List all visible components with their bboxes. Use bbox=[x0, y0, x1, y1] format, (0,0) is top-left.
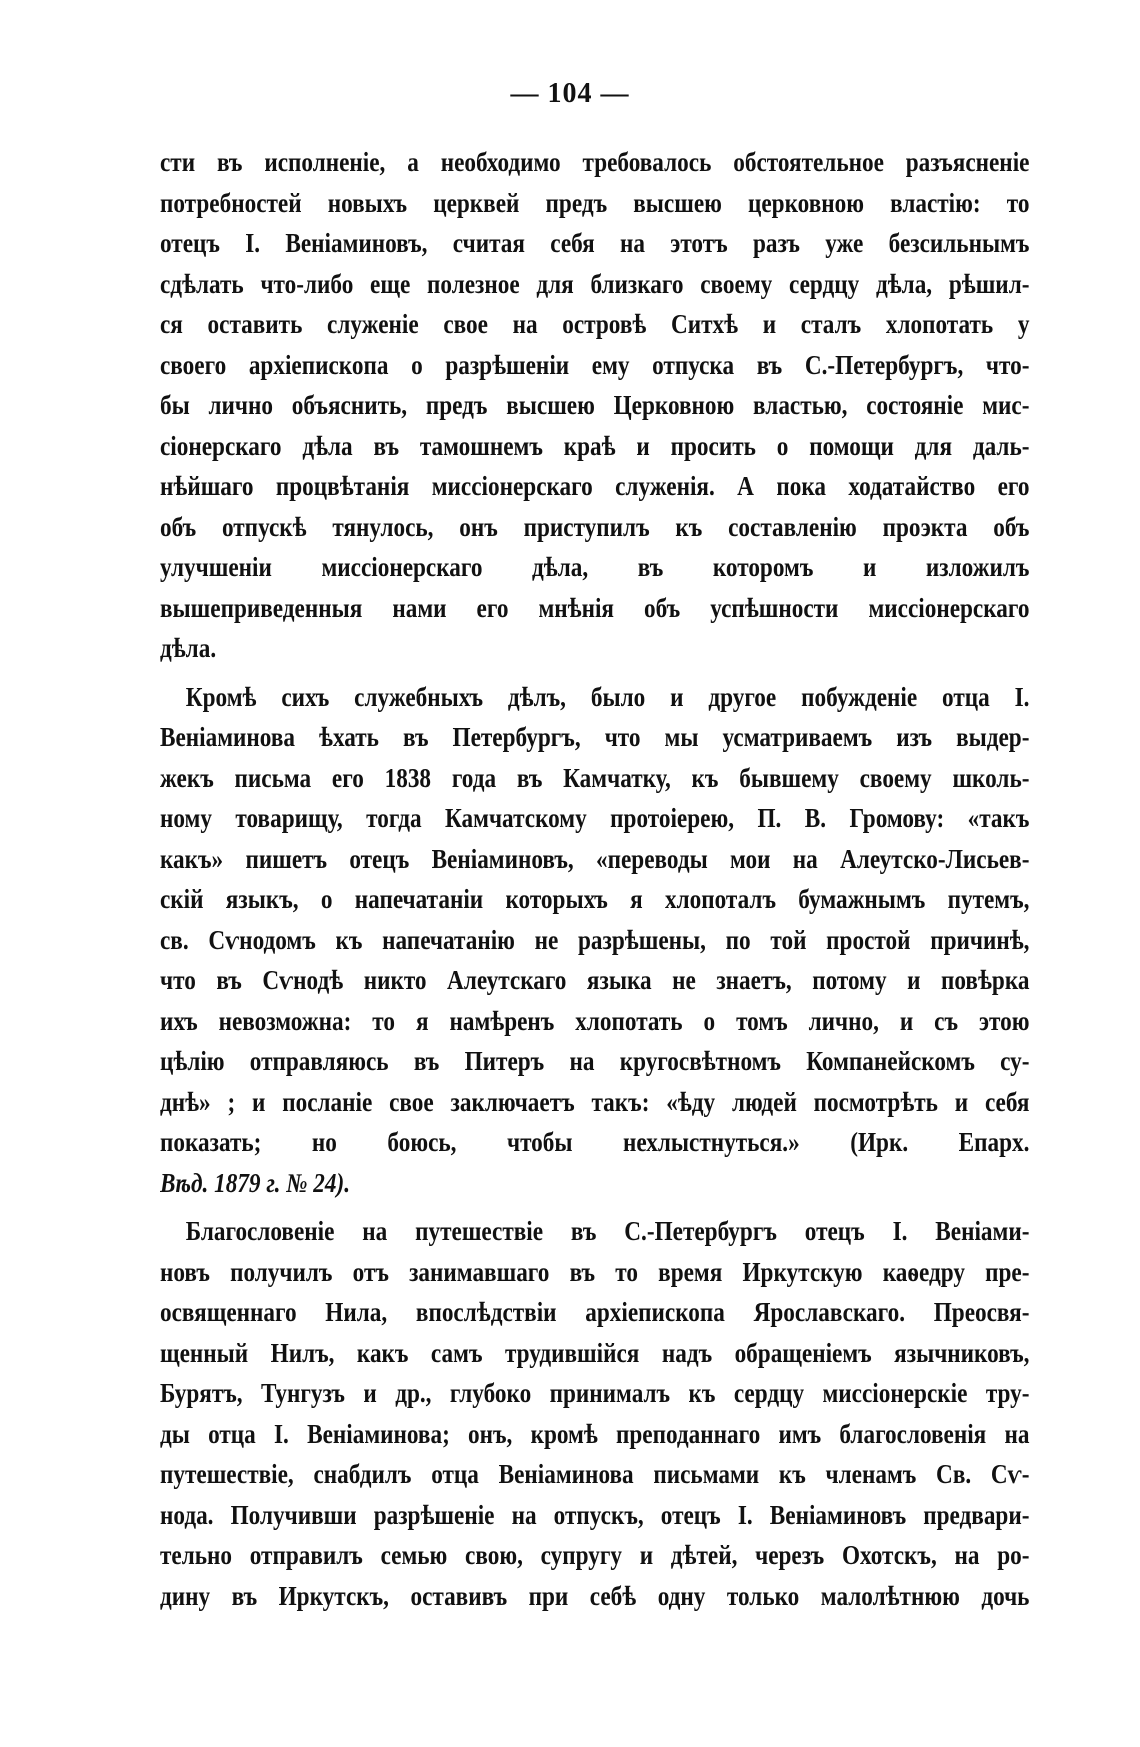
page-number: — 104 — bbox=[510, 78, 630, 109]
text-line: освященнаго Нила, впослѣдствіи архіепископа Ярославскаго. Преосвя- bbox=[160, 1297, 1030, 1327]
text-line: сдѣлать что-либо еще полезное для близкаго своему сердцу дѣла, рѣшил- bbox=[160, 268, 1030, 299]
text-line: вышеприведенныя нами его мнѣнія объ успѣшности миссіонерскаго bbox=[160, 592, 1030, 623]
text-line: ихъ невозможна: то я намѣренъ хлопотать о томъ лично, и съ этою bbox=[160, 1005, 1030, 1036]
paragraph-3 bbox=[160, 1211, 1030, 1616]
citation-line: Вѣд. 1879 г. № 24). bbox=[160, 1167, 351, 1198]
text-line: отецъ І. Веніаминовъ, считая себя на этотъ разъ уже безсильнымъ bbox=[160, 228, 1030, 258]
text-line: дѣла. bbox=[160, 633, 217, 663]
text-line: ному товарищу, тогда Камчатскому протоіерею, П. В. Громову: «такъ bbox=[160, 803, 1030, 833]
text-line: цѣлію отправляюсь въ Питеръ на кругосвѣтномъ Компанейскомъ су- bbox=[160, 1046, 1030, 1076]
text-line: своего архіепископа о разрѣшеніи ему отпуска въ С.-Петербургъ, что- bbox=[160, 349, 1030, 380]
text-line: бы лично объяснить, предъ высшею Церковною властью, состояніе мис- bbox=[160, 390, 1030, 420]
paragraph-gap bbox=[160, 669, 1030, 677]
text-line: объ отпускѣ тянулось, онъ приступилъ къ составленію проэкта объ bbox=[160, 511, 1030, 542]
text-line: какъ» пишетъ отецъ Веніаминовъ, «переводы мои на Алеутско-Лисьев- bbox=[160, 843, 1030, 874]
paragraph-gap bbox=[160, 1203, 1030, 1211]
text-line: показать; но боюсь, чтобы нехлыстнуться.» (Ирк. Епарх. bbox=[160, 1127, 1030, 1157]
text-line: Веніаминова ѣхать въ Петербургъ, что мы усматриваемъ изъ выдер- bbox=[160, 722, 1030, 752]
text-line: путешествіе, снабдилъ отца Веніаминова письмами къ членамъ Св. Сѵ- bbox=[160, 1459, 1030, 1489]
text-line: скій языкъ, о напечатаніи которыхъ я хлопоталъ бумажнымъ путемъ, bbox=[160, 884, 1030, 914]
text-line: ся оставить служеніе свое на островѣ Ситхѣ и сталъ хлопотать у bbox=[160, 309, 1030, 339]
text-line: нѣйшаго процвѣтанія миссіонерскаго служенія. А пока ходатайство его bbox=[160, 471, 1030, 501]
text-line: сіонерскаго дѣла въ тамошнемъ краѣ и просить о помощи для даль- bbox=[160, 430, 1030, 461]
text-line: ды отца І. Веніаминова; онъ, кромѣ преподаннаго имъ благословенія на bbox=[160, 1418, 1030, 1449]
text-line: что въ Сѵнодѣ никто Алеутскаго языка не знаетъ, потому и повѣрка bbox=[160, 965, 1030, 995]
paragraph-1 bbox=[160, 142, 1030, 669]
text-line: щенный Нилъ, какъ самъ трудившійся надъ обращеніемъ язычниковъ, bbox=[160, 1337, 1030, 1368]
text-line: новъ получилъ отъ занимавшаго въ то время Иркутскую каѳедру пре- bbox=[160, 1256, 1030, 1287]
text-line: жекъ письма его 1838 года въ Камчатку, къ бывшему своему школь- bbox=[160, 762, 1030, 793]
text-line: Благословеніе на путешествіе въ С.-Петербургъ отецъ І. Веніами- bbox=[185, 1216, 1030, 1246]
text-line: днѣ» ; и посланіе свое заключаетъ такъ: «ѣду людей посмотрѣть и себя bbox=[160, 1086, 1030, 1117]
text-line: потребностей новыхъ церквей предъ высшею церковною властію: то bbox=[160, 187, 1030, 218]
body-text bbox=[160, 142, 1030, 1616]
text-line: улучшеніи миссіонерскаго дѣла, въ которомъ и изложилъ bbox=[160, 552, 1030, 582]
text-line: св. Сѵнодомъ къ напечатанію не разрѣшены, по той простой причинѣ, bbox=[160, 924, 1030, 955]
text-line: сти въ исполненіе, а необходимо требовалось обстоятельное разъясненіе bbox=[160, 147, 1030, 177]
paragraph-2 bbox=[160, 677, 1030, 1204]
text-line: Кромѣ сихъ служебныхъ дѣлъ, было и другое побужденіе отца І. bbox=[185, 681, 1030, 712]
text-line: Бурятъ, Тунгузъ и др., глубоко принималъ къ сердцу миссіонерскіе тру- bbox=[160, 1378, 1030, 1408]
text-line: тельно отправилъ семью свою, супругу и дѣтей, черезъ Охотскъ, на ро- bbox=[160, 1540, 1030, 1570]
text-line: нода. Получивши разрѣшеніе на отпускъ, отецъ І. Веніаминовъ предвари- bbox=[160, 1499, 1030, 1530]
text-line: дину въ Иркутскъ, оставивъ при себѣ одну только малолѣтнюю дочь bbox=[160, 1580, 1030, 1611]
